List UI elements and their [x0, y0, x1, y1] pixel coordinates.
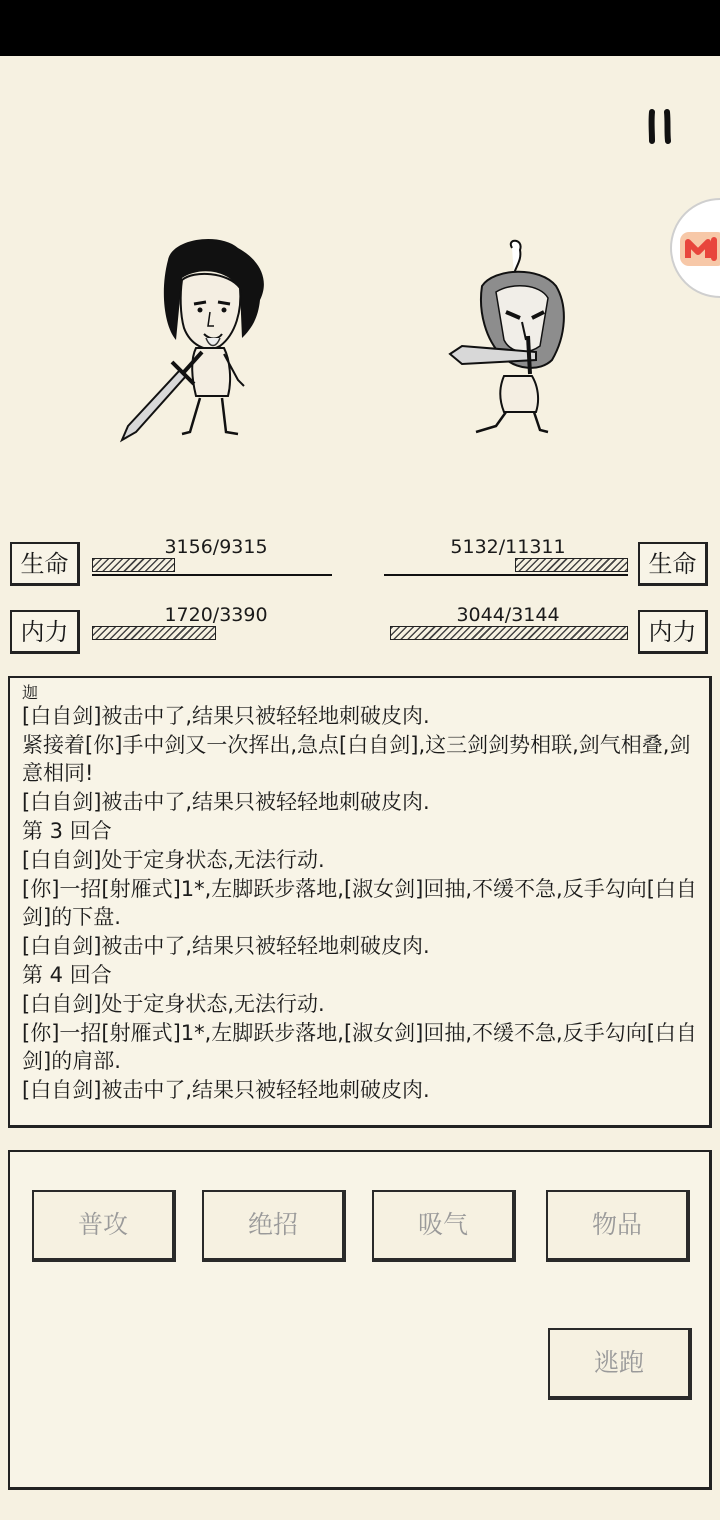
breathe-button[interactable]: 吸气 — [372, 1190, 516, 1262]
player-mp-bar — [92, 626, 332, 640]
action-panel — [8, 1150, 712, 1490]
battle-log — [22, 684, 699, 1105]
log-line: [你]一招[射雁式]1*,左脚跃步落地,[淑女剑]回抽,不缓不急,反手勾向[白自剑]的下盘. — [22, 876, 697, 930]
player-mp-label: 内力 — [10, 610, 80, 654]
log-line: 第 4 回合 — [22, 963, 112, 988]
player-mp-fill — [92, 626, 216, 640]
pause-button[interactable] — [642, 108, 678, 144]
log-line: [你]一招[射雁式]1*,左脚跃步落地,[淑女剑]回抽,不缓不急,反手勾向[白自剑]的肩部. — [22, 1020, 697, 1074]
floating-assistant-button[interactable] — [670, 198, 720, 298]
log-line: [白自剑]处于定身状态,无法行动. — [22, 991, 325, 1016]
battle-log-panel[interactable] — [8, 676, 712, 1128]
log-line: [白自剑]被击中了,结果只被轻轻地刺破皮肉. — [22, 1078, 430, 1103]
enemy-hp-bar — [384, 558, 628, 572]
enemy-hp-label: 生命 — [638, 542, 708, 586]
log-line: [白自剑]被击中了,结果只被轻轻地刺破皮肉. — [22, 703, 430, 728]
player-hp-label: 生命 — [10, 542, 80, 586]
enemy-mp-label: 内力 — [638, 610, 708, 654]
log-line: [白自剑]被击中了,结果只被轻轻地刺破皮肉. — [22, 934, 430, 959]
attack-button[interactable]: 普攻 — [32, 1190, 176, 1262]
player-hp-fill — [92, 558, 175, 572]
ultimate-button[interactable]: 绝招 — [202, 1190, 346, 1262]
player-mp-text: 1720/3390 — [164, 604, 268, 626]
enemy-mp-text: 3044/3144 — [456, 604, 560, 626]
log-line: 迦 — [22, 682, 39, 702]
player-hp-bar — [92, 558, 332, 572]
enemy-hp-fill — [515, 558, 628, 572]
enemy-mp-fill — [390, 626, 628, 640]
enemy-hp-text: 5132/11311 — [450, 536, 566, 558]
status-bar — [0, 0, 720, 56]
player-character — [110, 230, 290, 450]
flee-button[interactable]: 逃跑 — [548, 1328, 692, 1400]
floating-assistant-icon — [680, 226, 720, 272]
log-line: [白自剑]处于定身状态,无法行动. — [22, 847, 325, 872]
enemy-character — [440, 236, 590, 436]
log-line: 紧接着[你]手中剑又一次挥出,急点[白自剑],这三剑剑势相联,剑气相叠,剑意相同! — [22, 732, 691, 786]
log-line: [白自剑]被击中了,结果只被轻轻地刺破皮肉. — [22, 790, 430, 815]
pause-icon — [642, 108, 678, 144]
log-line: 第 3 回合 — [22, 819, 112, 844]
enemy-mp-bar — [384, 626, 628, 640]
player-hp-text: 3156/9315 — [164, 536, 268, 558]
items-button[interactable]: 物品 — [546, 1190, 690, 1262]
